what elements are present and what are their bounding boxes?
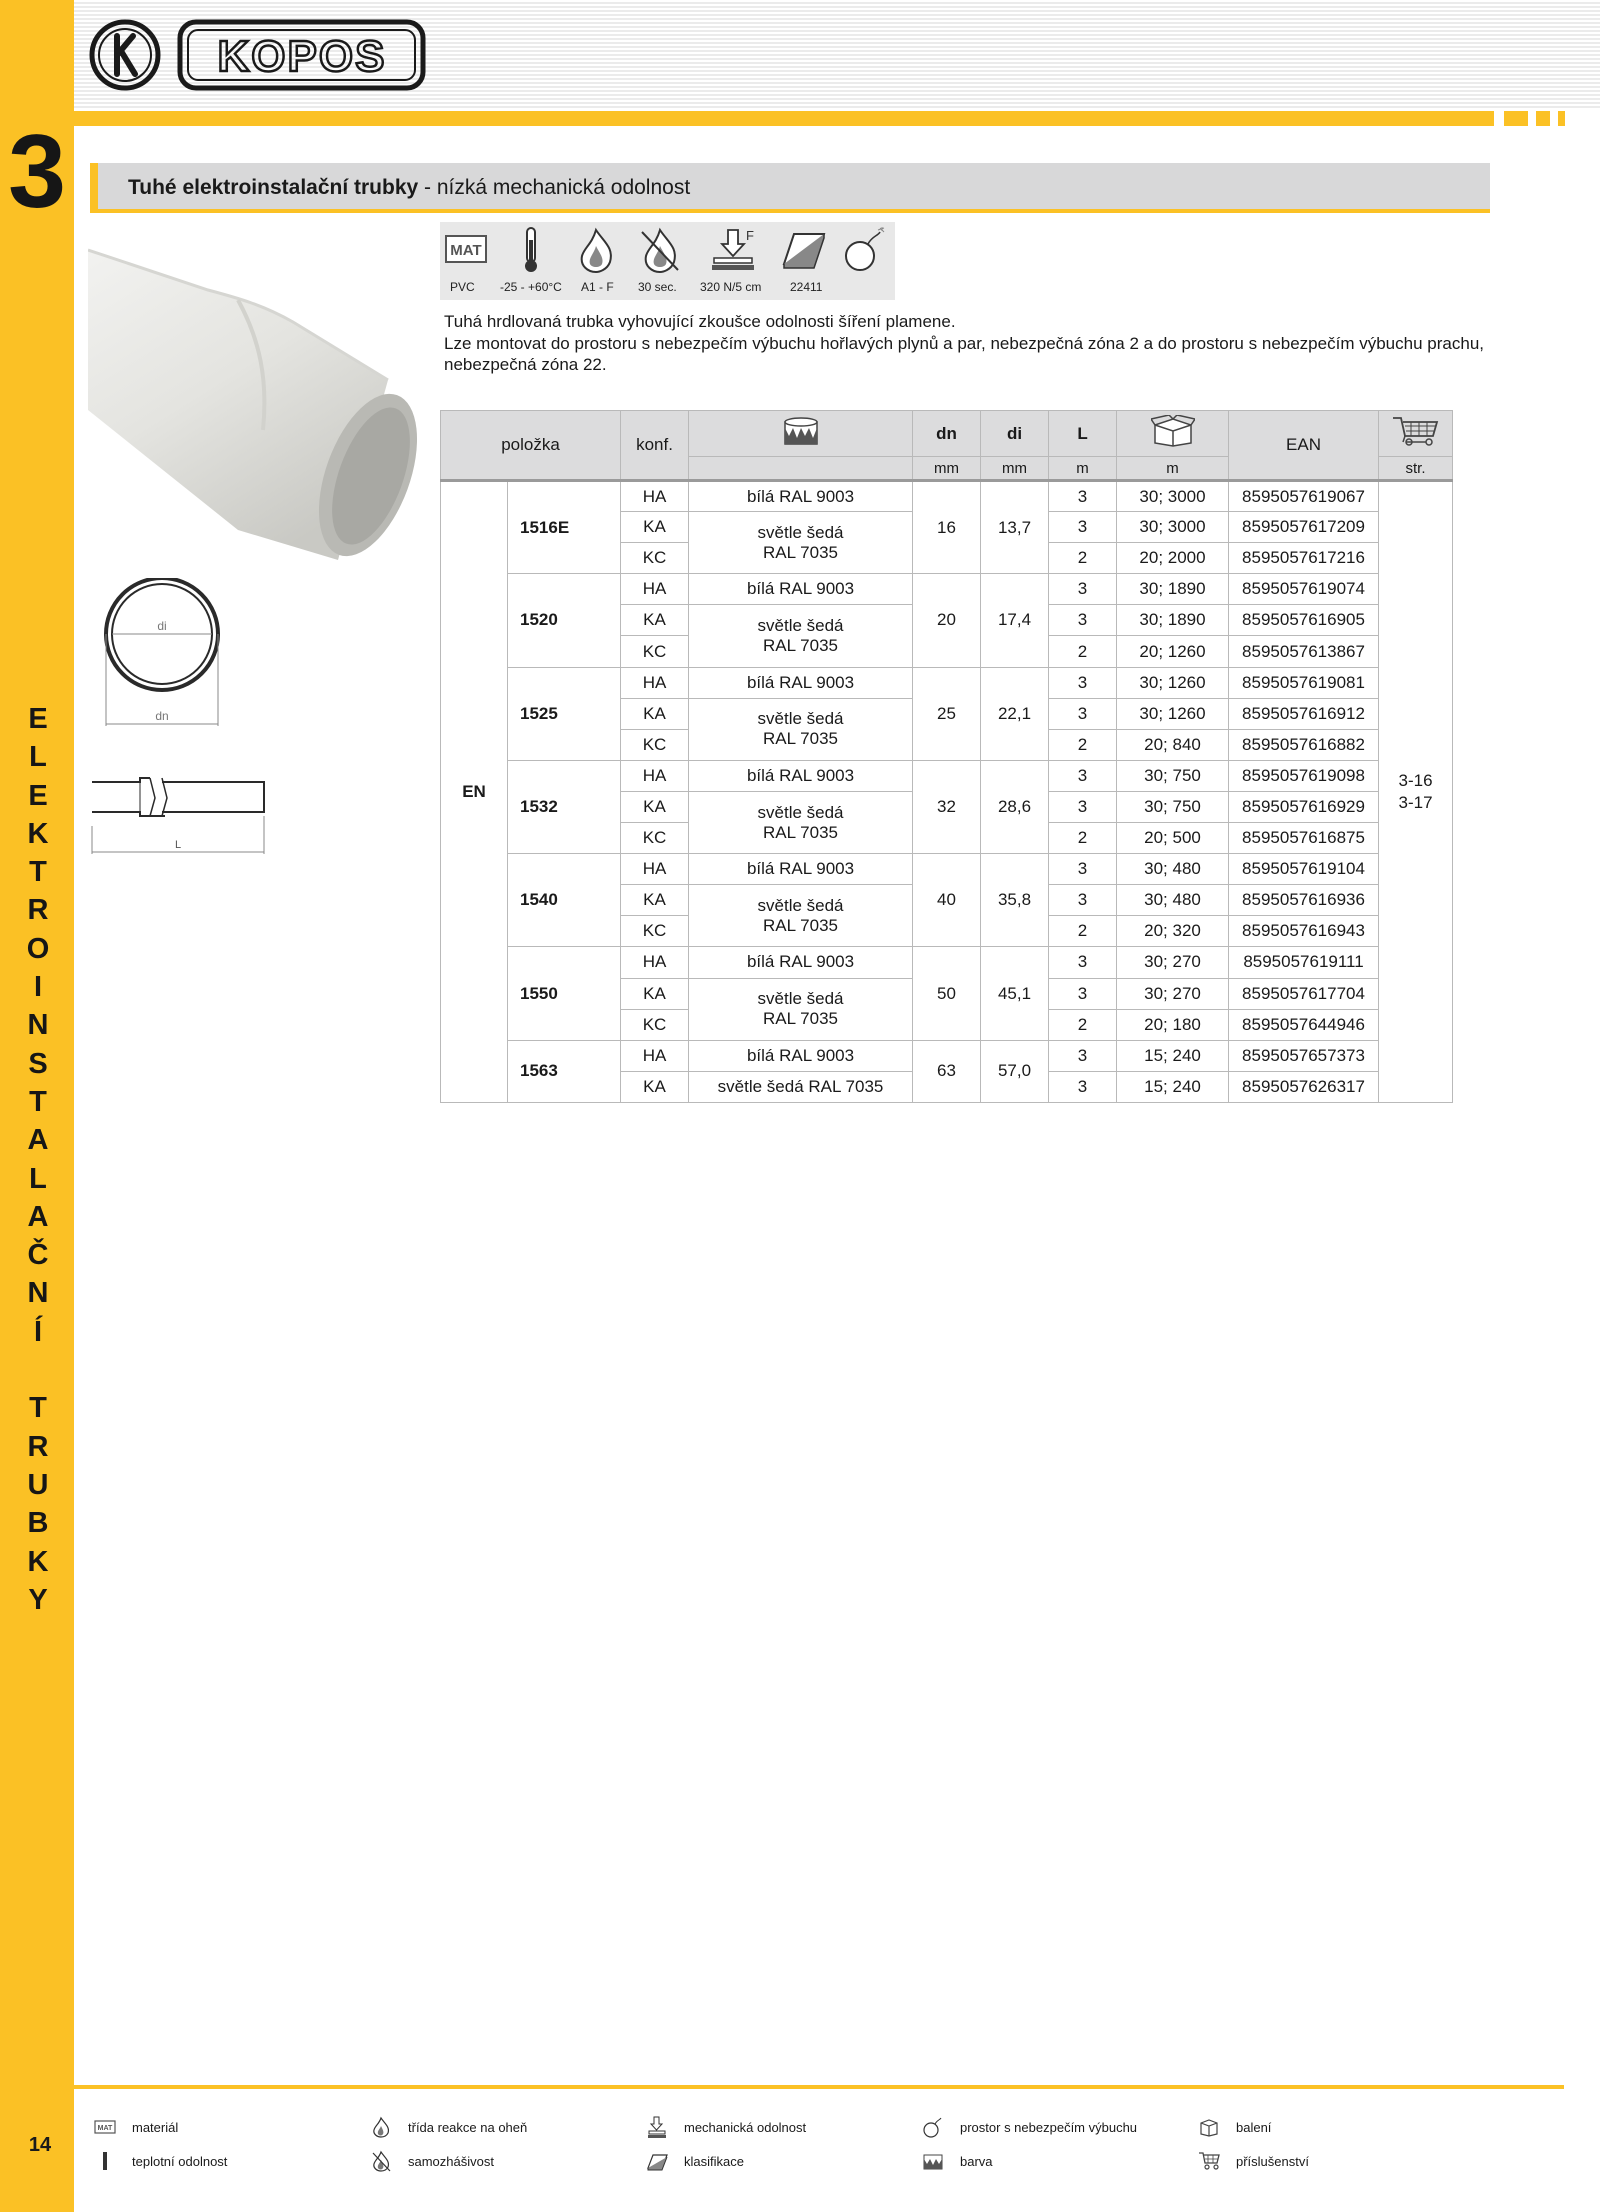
ean-cell: 8595057616929 (1229, 791, 1379, 822)
vertical-title-letter: T (29, 1392, 47, 1425)
length-cell: 2 (1049, 916, 1117, 947)
length-cell: 2 (1049, 729, 1117, 760)
ean-cell: 8595057616882 (1229, 729, 1379, 760)
str-value: 3-17 (1398, 792, 1433, 812)
length-cell: 3 (1049, 605, 1117, 636)
ean-cell: 8595057657373 (1229, 1040, 1379, 1071)
color-cell (689, 978, 913, 1040)
header-di: di (981, 411, 1049, 457)
section-title-bold: Tuhé elektroinstalační trubky (128, 176, 419, 199)
color-text-line-2: RAL 7035 (763, 542, 838, 562)
di-cell: 28,6 (981, 760, 1049, 853)
vertical-title-letter: Y (28, 1583, 48, 1616)
length-cell: 3 (1049, 791, 1117, 822)
header-ean: EAN (1229, 411, 1379, 481)
table-row (441, 481, 1453, 512)
thermometer-icon (516, 226, 546, 274)
item-code-cell: 1550 (508, 947, 621, 1040)
bomb-icon (922, 2116, 944, 2138)
header-conf: konf. (621, 411, 689, 481)
header-di-unit: mm (981, 457, 1049, 481)
vertical-title-letter: L (29, 741, 47, 774)
vertical-title-letter: T (29, 1085, 47, 1118)
di-cell: 45,1 (981, 947, 1049, 1040)
legend-item (646, 2150, 916, 2174)
length-cell: 2 (1049, 543, 1117, 574)
item-code-cell: 1520 (508, 574, 621, 667)
header-packaging (1117, 411, 1229, 457)
force-icon (646, 2116, 668, 2138)
cart-icon (1391, 414, 1441, 448)
packaging-cell: 20; 1260 (1117, 636, 1229, 667)
prop-label-material: PVC (450, 280, 475, 294)
color-cell: bílá RAL 9003 (689, 1040, 913, 1071)
table-row (441, 667, 1453, 698)
table-row (441, 574, 1453, 605)
header-dn-unit: mm (913, 457, 981, 481)
length-cell: 3 (1049, 854, 1117, 885)
page-number: 14 (28, 2134, 52, 2156)
self-extinguish-icon (636, 226, 684, 274)
vertical-title-letter: N (27, 1009, 49, 1042)
packaging-cell: 30; 1890 (1117, 605, 1229, 636)
color-icon (783, 416, 819, 446)
conf-cell: KC (621, 636, 689, 667)
legend-item (370, 2150, 640, 2174)
dn-cell: 20 (913, 574, 981, 667)
header-accent-block (1504, 111, 1528, 126)
ean-cell: 8595057644946 (1229, 1009, 1379, 1040)
prop-label-temperature: -25 - +60°C (500, 280, 562, 294)
conf-cell: HA (621, 574, 689, 605)
conf-cell: KA (621, 512, 689, 543)
conf-cell: KC (621, 729, 689, 760)
thermometer-icon (94, 2150, 116, 2172)
header-l-unit: m (1049, 457, 1117, 481)
item-code-cell: 1516E (508, 481, 621, 574)
color-cell: bílá RAL 9003 (689, 481, 913, 512)
legend-label: mechanická odolnost (684, 2120, 807, 2135)
table-row (441, 947, 1453, 978)
color-cell: bílá RAL 9003 (689, 854, 913, 885)
legend-item (1198, 2150, 1468, 2174)
packaging-cell: 30; 1260 (1117, 667, 1229, 698)
color-text-line-1: světle šedá (757, 709, 844, 729)
di-cell: 13,7 (981, 481, 1049, 574)
length-cell: 2 (1049, 1009, 1117, 1040)
prop-label-fire-class: A1 - F (581, 280, 614, 294)
dn-cell: 40 (913, 854, 981, 947)
header-accent-line (74, 111, 1494, 126)
flame-icon (370, 2116, 392, 2138)
ean-cell: 8595057619067 (1229, 481, 1379, 512)
force-icon (708, 226, 758, 274)
legend-item (94, 2150, 364, 2174)
diagram-label-di: di (157, 619, 167, 633)
conf-cell: KA (621, 698, 689, 729)
table-row (441, 760, 1453, 791)
vertical-title-letter: S (28, 1047, 48, 1080)
ean-cell: 8595057616875 (1229, 823, 1379, 854)
packaging-cell: 20; 180 (1117, 1009, 1229, 1040)
str-cell (1379, 481, 1453, 1103)
header-color (689, 411, 913, 457)
conf-cell: KA (621, 605, 689, 636)
cross-section-diagram (96, 578, 228, 728)
length-cell: 3 (1049, 481, 1117, 512)
legend-item (1198, 2116, 1468, 2140)
legend-item (646, 2116, 916, 2140)
color-cell: bílá RAL 9003 (689, 760, 913, 791)
header-l: L (1049, 411, 1117, 457)
packaging-cell: 30; 270 (1117, 947, 1229, 978)
ean-cell: 8595057617216 (1229, 543, 1379, 574)
vertical-title-letter: K (27, 1545, 49, 1578)
vertical-title-letter (18, 1351, 58, 1389)
str-value: 3-16 (1398, 770, 1433, 790)
color-text-line-1: světle šedá (757, 522, 844, 542)
header-accessories (1379, 411, 1453, 457)
product-table-body (441, 481, 1453, 1103)
prop-label-self-extinguish: 30 sec. (638, 280, 677, 294)
conf-cell: KC (621, 916, 689, 947)
di-cell: 17,4 (981, 574, 1049, 667)
legend-label: materiál (132, 2120, 179, 2135)
packaging-cell: 30; 750 (1117, 760, 1229, 791)
classification-icon (646, 2150, 668, 2172)
chapter-number: 3 (8, 114, 66, 230)
vertical-title-letter: E (28, 779, 48, 812)
ean-cell: 8595057616905 (1229, 605, 1379, 636)
box-icon (1198, 2116, 1220, 2138)
section-title-bar (90, 163, 1490, 213)
header-packaging-unit: m (1117, 457, 1229, 481)
length-cell: 3 (1049, 947, 1117, 978)
mat-badge-text: MAT (450, 242, 482, 259)
conf-cell: KA (621, 1071, 689, 1102)
ean-cell: 8595057616943 (1229, 916, 1379, 947)
ean-cell: 8595057619111 (1229, 947, 1379, 978)
color-text-line-2: RAL 7035 (763, 729, 838, 749)
product-description (444, 311, 1484, 376)
length-cell: 3 (1049, 698, 1117, 729)
vertical-title-letter: R (27, 1430, 49, 1463)
diagram-label-dn: dn (155, 709, 169, 723)
vertical-title-letter: L (29, 1162, 47, 1195)
ean-cell: 8595057619104 (1229, 854, 1379, 885)
color-cell: světle šedá RAL 7035 (689, 1071, 913, 1102)
table-row (441, 854, 1453, 885)
item-code-cell: 1540 (508, 854, 621, 947)
header-color-unit (689, 457, 913, 481)
legend-item (922, 2116, 1192, 2140)
conf-cell: HA (621, 947, 689, 978)
vertical-title-letter: A (27, 1200, 49, 1233)
color-text-line-2: RAL 7035 (763, 1009, 838, 1029)
packaging-cell: 30; 3000 (1117, 512, 1229, 543)
color-text-line-1: světle šedá (757, 615, 844, 635)
ean-cell: 8595057619074 (1229, 574, 1379, 605)
packaging-cell: 30; 1260 (1117, 698, 1229, 729)
header-str-unit: str. (1379, 457, 1453, 481)
color-text-line-1: světle šedá (757, 989, 844, 1009)
dn-cell: 32 (913, 760, 981, 853)
flame-icon (574, 226, 618, 274)
packaging-cell: 15; 240 (1117, 1071, 1229, 1102)
color-cell: bílá RAL 9003 (689, 667, 913, 698)
vertical-title-letter: E (28, 703, 48, 735)
color-cell: bílá RAL 9003 (689, 574, 913, 605)
packaging-cell: 30; 480 (1117, 854, 1229, 885)
dn-cell: 63 (913, 1040, 981, 1102)
kopos-logo (88, 18, 428, 92)
color-text-line-2: RAL 7035 (763, 822, 838, 842)
length-cell: 3 (1049, 978, 1117, 1009)
prop-label-mechanical: 320 N/5 cm (700, 280, 762, 294)
color-cell (689, 885, 913, 947)
bomb-icon (842, 226, 886, 274)
color-cell (689, 791, 913, 853)
dn-cell: 50 (913, 947, 981, 1040)
item-code-cell: 1525 (508, 667, 621, 760)
color-cell (689, 512, 913, 574)
material-icon (94, 2116, 116, 2138)
force-flag-letter: F (746, 228, 754, 243)
vertical-title-letter: K (27, 817, 49, 850)
chapter-vertical-title (18, 700, 58, 1619)
packaging-cell: 30; 1890 (1117, 574, 1229, 605)
conf-cell: HA (621, 760, 689, 791)
packaging-cell: 15; 240 (1117, 1040, 1229, 1071)
conf-cell: HA (621, 1040, 689, 1071)
ean-cell: 8595057616912 (1229, 698, 1379, 729)
vertical-title-letter: B (27, 1507, 49, 1540)
prop-label-classification: 22411 (790, 280, 823, 294)
legend-label: barva (960, 2154, 993, 2169)
color-text-line-2: RAL 7035 (763, 635, 838, 655)
packaging-cell: 30; 480 (1117, 885, 1229, 916)
section-title-rest: - nízká mechanická odolnost (418, 176, 691, 199)
diagram-label-l: L (174, 839, 182, 851)
legend-item (94, 2116, 364, 2140)
item-code-cell: 1563 (508, 1040, 621, 1102)
svg-text:MAT: MAT (97, 2125, 113, 2132)
length-cell: 3 (1049, 574, 1117, 605)
self-extinguish-icon (370, 2150, 392, 2172)
description-line-2: Lze montovat do prostoru s nebezpečím výbuchu hořlavých plynů a par, nebezpečná zóna 2 a do prostoru s nebezpečím výbuchu prachu, nebezpečná zóna 22. (444, 333, 1484, 374)
color-icon (922, 2150, 944, 2172)
legend-label: teplotní odolnost (132, 2154, 228, 2169)
color-text-line-2: RAL 7035 (763, 915, 838, 935)
box-icon (1151, 415, 1195, 447)
packaging-cell: 30; 3000 (1117, 481, 1229, 512)
pipe-length-diagram (90, 776, 270, 856)
vertical-title-letter: U (27, 1468, 49, 1501)
di-cell: 57,0 (981, 1040, 1049, 1102)
product-table (440, 410, 1453, 1103)
conf-cell: HA (621, 667, 689, 698)
length-cell: 2 (1049, 636, 1117, 667)
header-dn: dn (913, 411, 981, 457)
ean-cell: 8595057613867 (1229, 636, 1379, 667)
legend-item (922, 2150, 1192, 2174)
vertical-title-letter: A (27, 1124, 49, 1157)
ean-cell: 8595057617209 (1229, 512, 1379, 543)
vertical-title-letter: N (27, 1277, 49, 1310)
di-cell: 35,8 (981, 854, 1049, 947)
item-code-cell: 1532 (508, 760, 621, 853)
conf-cell: KC (621, 823, 689, 854)
vertical-title-letter: Í (33, 1315, 43, 1348)
conf-cell: KA (621, 885, 689, 916)
conf-cell: KC (621, 1009, 689, 1040)
ean-cell: 8595057619081 (1229, 667, 1379, 698)
length-cell: 3 (1049, 667, 1117, 698)
di-cell: 22,1 (981, 667, 1049, 760)
vertical-title-letter: T (29, 856, 47, 889)
length-cell: 3 (1049, 760, 1117, 791)
packaging-cell: 20; 320 (1117, 916, 1229, 947)
description-line-1: Tuhá hrdlovaná trubka vyhovující zkoušce odolnosti šíření plamene. (444, 312, 956, 331)
legend-label: balení (1236, 2120, 1272, 2135)
vertical-title-letter: R (27, 894, 49, 927)
section-title (128, 176, 690, 200)
packaging-cell: 20; 500 (1117, 823, 1229, 854)
dn-cell: 25 (913, 667, 981, 760)
conf-cell: HA (621, 481, 689, 512)
color-text-line-1: světle šedá (757, 895, 844, 915)
legend-label: samozhášivost (408, 2154, 494, 2169)
packaging-cell: 20; 2000 (1117, 543, 1229, 574)
color-cell (689, 698, 913, 760)
vertical-title-letter: Č (27, 1239, 49, 1272)
classification-icon (780, 226, 828, 274)
material-icon (444, 226, 488, 274)
packaging-cell: 30; 750 (1117, 791, 1229, 822)
footer-accent-line (74, 2085, 1564, 2089)
packaging-cell: 20; 840 (1117, 729, 1229, 760)
ean-cell: 8595057626317 (1229, 1071, 1379, 1102)
length-cell: 2 (1049, 823, 1117, 854)
cart-icon (1198, 2150, 1220, 2172)
length-cell: 3 (1049, 885, 1117, 916)
header-item: položka (441, 411, 621, 481)
ean-cell: 8595057617704 (1229, 978, 1379, 1009)
conf-cell: KC (621, 543, 689, 574)
standard-cell: EN (441, 481, 508, 1103)
legend-label: klasifikace (684, 2154, 744, 2169)
ean-cell: 8595057619098 (1229, 760, 1379, 791)
legend-label: třída reakce na oheň (408, 2120, 528, 2135)
conf-cell: HA (621, 854, 689, 885)
header-accent-block (1558, 111, 1565, 126)
color-cell: bílá RAL 9003 (689, 947, 913, 978)
color-cell (689, 605, 913, 667)
color-text-line-1: světle šedá (757, 802, 844, 822)
legend-label: příslušenství (1236, 2154, 1309, 2169)
ean-cell: 8595057616936 (1229, 885, 1379, 916)
table-row (441, 1040, 1453, 1071)
conf-cell: KA (621, 791, 689, 822)
vertical-title-letter: I (33, 971, 43, 1004)
dn-cell: 16 (913, 481, 981, 574)
length-cell: 3 (1049, 1071, 1117, 1102)
conf-cell: KA (621, 978, 689, 1009)
header-accent-block (1536, 111, 1550, 126)
legend-item (370, 2116, 640, 2140)
length-cell: 3 (1049, 1040, 1117, 1071)
properties-strip (440, 222, 895, 300)
vertical-title-letter: O (26, 932, 50, 965)
packaging-cell: 30; 270 (1117, 978, 1229, 1009)
logo-text: KOPOS (217, 32, 387, 81)
legend-label: prostor s nebezpečím výbuchu (960, 2120, 1138, 2135)
pipe-product-image (88, 230, 422, 560)
length-cell: 3 (1049, 512, 1117, 543)
